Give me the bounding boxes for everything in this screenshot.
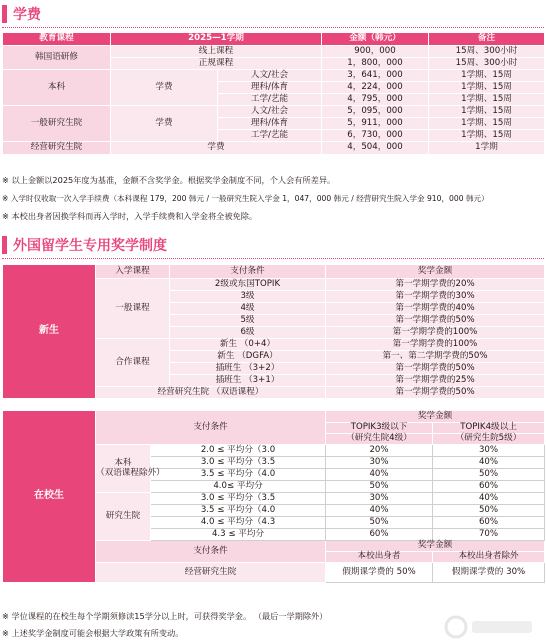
cell: 40%: [433, 457, 545, 469]
undergrad-name: 本科: [114, 458, 132, 469]
enrolled-student-table: [2, 410, 545, 583]
header-alumni: 本校出身者: [326, 552, 433, 563]
fee-note-2: ※ 入学时仅收取一次入学手续费（本科课程 179，200 韩元 / 一般研究生院入学金 1，047，000 韩元 / 经营研究生院入学金 910，000 韩元）: [2, 194, 489, 203]
cell: 第一、第二学期学费的50%: [326, 351, 545, 363]
undergrad-sub: （双语课程除外）: [96, 467, 165, 478]
cell: 2级或东国TOPIK: [170, 279, 326, 291]
header-amount: 奖学金额: [326, 411, 545, 423]
cell: 15周、300小时: [429, 46, 545, 58]
cell: 第一学期学费的100%: [326, 339, 545, 351]
cell: 新生 （DGFA）: [170, 351, 326, 363]
cell: 第一学期学费的20%: [326, 279, 545, 291]
header-course: 教育课程: [3, 33, 111, 46]
cell: 30%: [326, 457, 433, 469]
cell: 60%: [326, 529, 433, 541]
header-note: 备注: [429, 33, 545, 46]
cell: 50%: [326, 517, 433, 529]
cell: 第一学期学费的50%: [326, 387, 545, 399]
header-condition: 支付条件: [170, 265, 326, 279]
cell: 5，095，000: [322, 106, 429, 118]
header-topik-high-sub: （研究生院5级）: [433, 434, 545, 445]
cell: 15周、300小时: [429, 58, 545, 70]
header-amount: 金额（韩元）: [322, 33, 429, 46]
header-topik-low: TOPIK3级以下: [326, 423, 433, 434]
section-title-text: 学费: [13, 7, 41, 23]
scholarship-note-2: ※ 上述奖学金制度可能会根据大学政策有所变动。: [2, 628, 184, 638]
cell: 60%: [433, 481, 545, 493]
cell: 70%: [433, 529, 545, 541]
cell: 人文/社会: [218, 70, 322, 82]
new-student-label: 新生: [3, 265, 96, 399]
cell: 1学期、15周: [429, 130, 545, 142]
cell: 5，911，000: [322, 118, 429, 130]
cell: 学费: [111, 142, 322, 155]
cell: 理科/体育: [218, 82, 322, 94]
header-amount: 奖学金额: [326, 265, 545, 279]
mgmt-grad-name: 经营研究生院: [96, 563, 326, 583]
grad-name: 研究生院: [96, 493, 151, 541]
cell: 正规课程: [111, 58, 322, 70]
cell: 假期课学费的 30%: [433, 563, 545, 583]
title-bar-accent: [2, 236, 7, 254]
cell: 新生 （0+4）: [170, 339, 326, 351]
korean-course-name: 韩国语研修: [3, 46, 111, 70]
cell: 理科/体育: [218, 118, 322, 130]
cell: 工学/艺能: [218, 130, 322, 142]
cell: 5级: [170, 315, 326, 327]
cell: 3.0 ≤ 平均分（3.5: [151, 457, 326, 469]
cell: 6级: [170, 327, 326, 339]
cell: 人文/社会: [218, 106, 322, 118]
cell: 学费: [111, 106, 218, 142]
section-title-text: 外国留学生专用奖学制度: [13, 238, 167, 254]
header-topik-high: TOPIK4级以上: [433, 423, 545, 434]
cell: 线上课程: [111, 46, 322, 58]
grad-name: 一般研究生院: [3, 106, 111, 142]
undergrad-label: [96, 445, 165, 493]
undergrad-name: 本科: [3, 70, 111, 106]
fee-table: [2, 32, 545, 155]
cell: 1学期、15周: [429, 82, 545, 94]
cell: 插班生 （3+2）: [170, 363, 326, 375]
cell: 学费: [111, 70, 218, 106]
cell: 第一学期学费的30%: [326, 291, 545, 303]
cell: 第一学期学费的40%: [326, 303, 545, 315]
cell: 经营研究生院 （双语课程）: [96, 387, 326, 399]
new-student-table: [2, 264, 545, 399]
watermark-logo-icon: [444, 615, 540, 639]
cell: 4.0 ≤ 平均分（4.3: [151, 517, 326, 529]
enrolled-student-label: 在校生: [3, 411, 96, 583]
cell: 30%: [433, 445, 545, 457]
cell: 第一学期学费的50%: [326, 315, 545, 327]
cell: 4.0≤ 平均分: [151, 481, 326, 493]
header-amount-2: 奖学金额: [326, 541, 545, 552]
header-course: 入学课程: [96, 265, 170, 279]
cell: 60%: [433, 517, 545, 529]
title-bar-accent: [2, 5, 7, 23]
cell: 6，730，000: [322, 130, 429, 142]
cell: 1学期、15周: [429, 94, 545, 106]
cell: 30%: [326, 493, 433, 505]
cell: 3.0 ≤ 平均分（3.5: [151, 493, 326, 505]
section-fee-title: [0, 3, 41, 25]
cell: 50%: [326, 481, 433, 493]
header-condition-2: 支付条件: [96, 541, 326, 563]
cell: 2.0 ≤ 平均分（3.0: [151, 445, 326, 457]
cell: 3.5 ≤ 平均分（4.0: [151, 469, 326, 481]
cell: 1学期、15周: [429, 106, 545, 118]
cell: 40%: [433, 493, 545, 505]
header-topik-low-sub: （研究生院4级）: [326, 434, 433, 445]
cell: 假期课学费的 50%: [326, 563, 433, 583]
cell: 20%: [326, 445, 433, 457]
cell: 3，641，000: [322, 70, 429, 82]
cell: 4级: [170, 303, 326, 315]
coop-course-name: 合作课程: [96, 339, 170, 387]
fee-note-3: ※ 本校出身者因换学科而再入学时，入学手续费和入学金将全被免除。: [2, 211, 258, 221]
cell: 4，504，000: [322, 142, 429, 155]
divider: [2, 258, 544, 259]
cell: 1学期、15周: [429, 70, 545, 82]
cell: 40%: [326, 469, 433, 481]
cell: 50%: [433, 505, 545, 517]
cell: 4，795，000: [322, 94, 429, 106]
cell: 4.3 ≤ 平均分: [151, 529, 326, 541]
cell: 900，000: [322, 46, 429, 58]
header-term: 2025—1学期: [111, 33, 322, 46]
general-course-name: 一般课程: [96, 279, 170, 339]
divider: [2, 27, 544, 28]
cell: 50%: [433, 469, 545, 481]
fee-note-1: ※ 以上金额以2025年度为基准，金额不含奖学金。根据奖学金制度不同，个人会有所差异。: [2, 175, 336, 185]
cell: 1，800，000: [322, 58, 429, 70]
cell: 第一学期学费的50%: [326, 363, 545, 375]
cell: 工学/艺能: [218, 94, 322, 106]
cell: 1学期: [429, 142, 545, 155]
cell: 第一学期学费的100%: [326, 327, 545, 339]
header-condition: 支付条件: [96, 411, 326, 445]
mgmt-name: 经营研究生院: [3, 142, 111, 155]
section-scholarship-title: [0, 234, 167, 256]
cell: 3.5 ≤ 平均分（4.0: [151, 505, 326, 517]
cell: 1学期、15周: [429, 118, 545, 130]
cell: 3级: [170, 291, 326, 303]
cell: 插班生 （3+1）: [170, 375, 326, 387]
scholarship-note-1: ※ 学位课程的在校生每个学期须修读15学分以上时，可获得奖学金。 （最后一学期除外）: [2, 611, 328, 621]
header-non-alumni: 本校出身者除外: [433, 552, 545, 563]
cell: 4，224，000: [322, 82, 429, 94]
cell: 40%: [326, 505, 433, 517]
cell: 第一学期学费的25%: [326, 375, 545, 387]
